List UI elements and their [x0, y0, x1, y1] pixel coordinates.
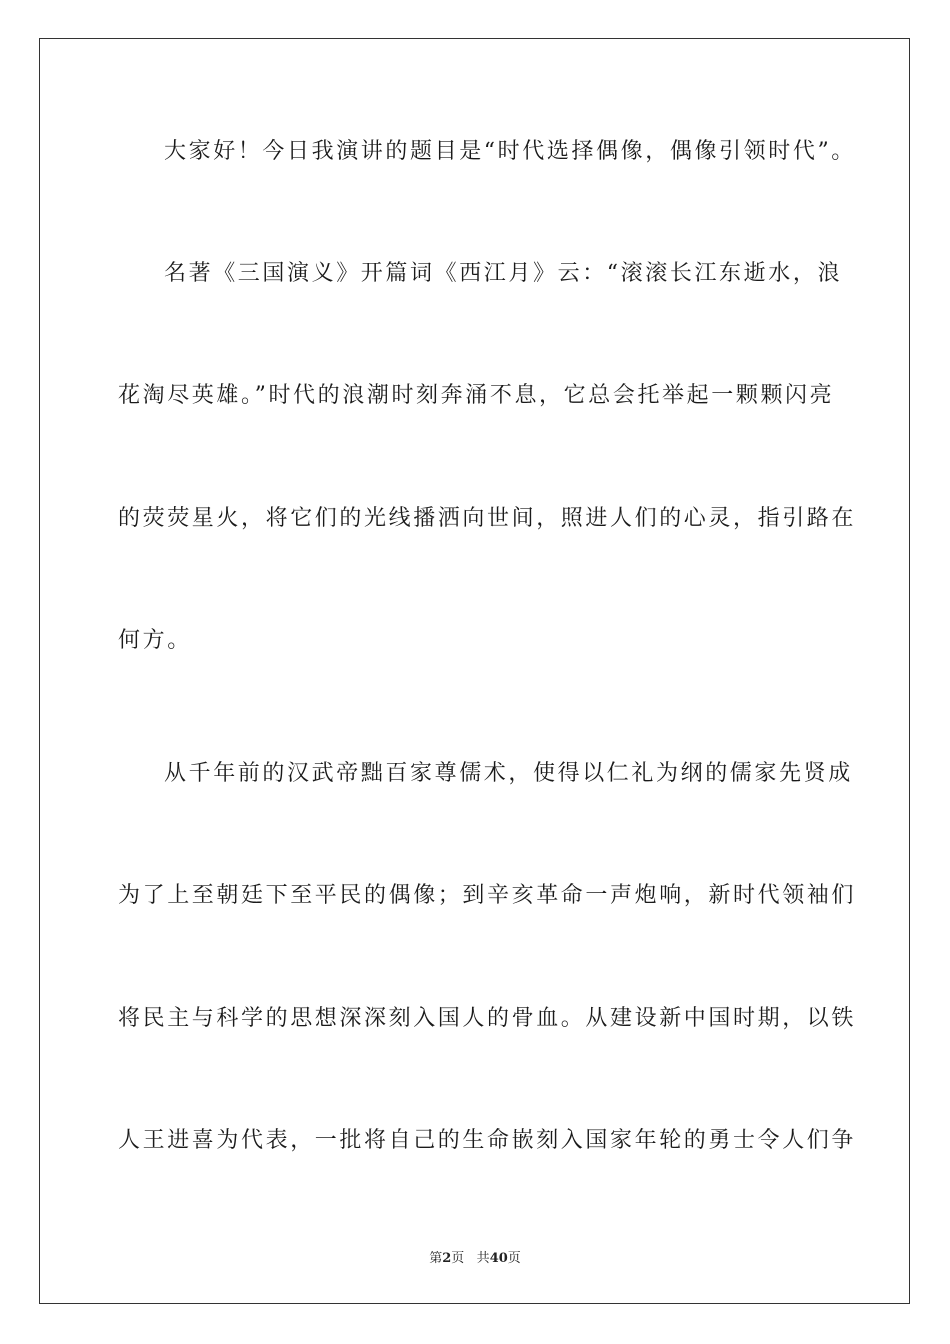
- paragraph-line-1: 大家好！今日我演讲的题目是“时代选择偶像，偶像引领时代”。: [164, 139, 856, 164]
- paragraph-line-2: 名著《三国演义》开篇词《西江月》云：“滚滚长江东逝水，浪: [164, 261, 843, 286]
- page-border: [39, 38, 910, 1304]
- paragraph-line-6: 从千年前的汉武帝黜百家尊儒术，使得以仁礼为纲的儒家先贤成: [164, 761, 853, 786]
- paragraph-line-5: 何方。: [118, 628, 192, 653]
- footer-page-unit: 页: [451, 1251, 465, 1266]
- page-footer: [0, 1247, 950, 1266]
- paragraph-line-4: 的荧荧星火，将它们的光线播洒向世间，照进人们的心灵，指引路在: [118, 506, 857, 531]
- footer-total-unit: 页: [507, 1251, 521, 1266]
- footer-total-pages: 40: [489, 1251, 508, 1266]
- footer-current-page: 2: [442, 1251, 452, 1266]
- paragraph-line-9: 人王进喜为代表，一批将自己的生命嵌刻入国家年轮的勇士令人们争: [118, 1128, 857, 1153]
- footer-total-prefix: 共: [476, 1251, 490, 1266]
- footer-prefix: 第: [429, 1251, 443, 1266]
- paragraph-line-8: 将民主与科学的思想深深刻入国人的骨血。从建设新中国时期，以铁: [118, 1006, 857, 1031]
- paragraph-line-7: 为了上至朝廷下至平民的偶像；到辛亥革命一声炮响，新时代领袖们: [118, 883, 857, 908]
- paragraph-line-3: 花淘尽英雄。”时代的浪潮时刻奔涌不息，它总会托举起一颗颗闪亮: [118, 383, 835, 408]
